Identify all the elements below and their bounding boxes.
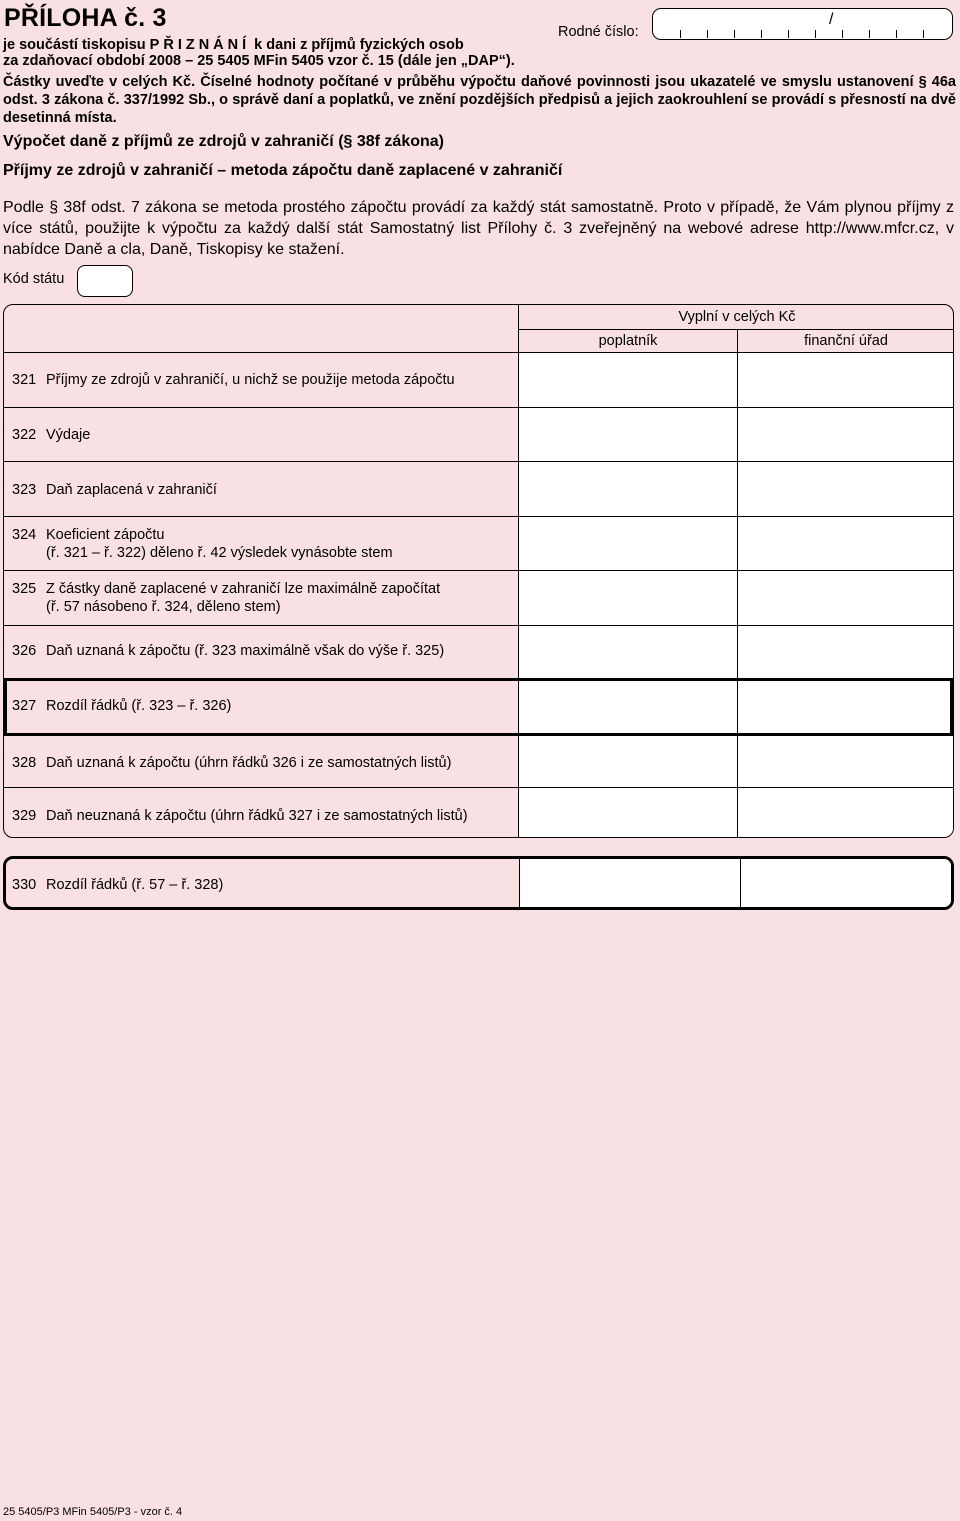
row-number: 321 bbox=[12, 372, 37, 388]
digit-separator bbox=[923, 30, 924, 38]
row-326-urad-input[interactable] bbox=[738, 626, 954, 678]
row-subtext: (ř. 57 násobeno ř. 324, děleno stem) bbox=[46, 599, 281, 615]
rodne-cislo-slash: / bbox=[829, 11, 834, 28]
row-330-box bbox=[3, 856, 954, 910]
row-number: 327 bbox=[12, 698, 37, 714]
digit-separator bbox=[788, 30, 789, 38]
form-footer-code: 25 5405/P3 MFin 5405/P3 - vzor č. 4 bbox=[3, 1506, 183, 1518]
form-subtitle-line1 bbox=[3, 37, 464, 53]
row-323-label bbox=[12, 481, 217, 499]
line1-suffix: k dani z příjmů fyzických osob bbox=[250, 37, 464, 53]
row-322-poplatnik-input[interactable] bbox=[519, 408, 737, 461]
row-text: Rozdíl řádků (ř. 57 – ř. 328) bbox=[46, 877, 224, 893]
kod-statu-field[interactable] bbox=[77, 265, 133, 297]
row-text: Daň uznaná k zápočtu (ř. 323 maximálně však do výše ř. 325) bbox=[46, 643, 445, 659]
column-divider bbox=[737, 352, 738, 838]
row-326-poplatnik-input[interactable] bbox=[519, 626, 737, 678]
col-urad-header: finanční úřad bbox=[804, 333, 888, 349]
row-number: 322 bbox=[12, 427, 37, 443]
row-325-urad-input[interactable] bbox=[738, 571, 954, 625]
row-frame-thick bbox=[4, 678, 7, 736]
instructions-paragraph: Podle § 38f odst. 7 zákona se metoda prostého zápočtu provádí za každý stát samostatně. Proto v případě, že Vám plynou příjmy z více států, použijte k výpočtu za každý další stát Samostatný list Přílohy č. 3 zveřejněný na webové adrese http://www.mfcr.cz, v nabídce Daně a cla, Daně, Tiskopisy ke stažení. bbox=[3, 199, 954, 258]
row-327-urad-input[interactable] bbox=[738, 681, 952, 733]
row-323-poplatnik-input[interactable] bbox=[519, 462, 737, 516]
row-number: 325 bbox=[12, 581, 37, 597]
row-text: Daň uznaná k zápočtu (úhrn řádků 326 i ze samostatných listů) bbox=[46, 755, 452, 771]
section-title: Výpočet daně z příjmů ze zdrojů v zahraničí (§ 38f zákona) bbox=[3, 133, 444, 150]
header-group-label: Vyplní v celých Kč bbox=[678, 309, 796, 325]
row-325-label bbox=[12, 580, 440, 616]
row-number: 324 bbox=[12, 527, 37, 543]
form-subtitle-line2: za zdaňovací období 2008 – 25 5405 MFin 5405 vzor č. 15 (dále jen „DAP“). bbox=[3, 53, 515, 69]
row-text: Rozdíl řádků (ř. 323 – ř. 326) bbox=[46, 698, 232, 714]
row-text: Výdaje bbox=[46, 427, 91, 443]
row-number: 326 bbox=[12, 643, 37, 659]
row-number: 328 bbox=[12, 755, 37, 771]
row-324-label bbox=[12, 526, 393, 562]
row-327-poplatnik-input[interactable] bbox=[519, 681, 737, 733]
row-324-poplatnik-input[interactable] bbox=[519, 517, 737, 570]
row-325-poplatnik-input[interactable] bbox=[519, 571, 737, 625]
form-title: PŘÍLOHA č. 3 bbox=[4, 4, 167, 32]
section-subtitle: Příjmy ze zdrojů v zahraničí – metoda zápočtu daně zaplacené v zahraničí bbox=[3, 162, 563, 179]
header-divider bbox=[518, 329, 954, 330]
row-328-label bbox=[12, 754, 451, 772]
row-text: Příjmy ze zdrojů v zahraničí, u nichž se použije metoda zápočtu bbox=[46, 372, 455, 388]
column-divider bbox=[518, 352, 519, 838]
column-divider bbox=[740, 859, 741, 907]
digit-separator bbox=[761, 30, 762, 38]
col-poplatnik-header: poplatník bbox=[598, 333, 658, 349]
row-330-urad-input[interactable] bbox=[741, 859, 951, 907]
digit-separator bbox=[815, 30, 816, 38]
notice-text: Částky uveďte v celých Kč. Číselné hodnoty počítané v průběhu výpočtu daňové povinnosti jsou ukazatelé ve smyslu ustanovení § 46a odst. 3 zákona č. 337/1992 Sb., o správě daní a poplatků, ve znění pozdějších předpisů a jejich zaokrouhlení se provádí s přesností na dvě desetinná místa. bbox=[3, 74, 956, 126]
row-328-poplatnik-input[interactable] bbox=[519, 736, 737, 787]
row-322-urad-input[interactable] bbox=[738, 408, 954, 461]
row-324-urad-input[interactable] bbox=[738, 517, 954, 570]
row-326-label bbox=[12, 642, 444, 660]
row-subtext: (ř. 321 – ř. 322) děleno ř. 42 výsledek vynásobte stem bbox=[46, 545, 393, 561]
row-number: 323 bbox=[12, 482, 37, 498]
rodne-cislo-label: Rodné číslo: bbox=[558, 24, 639, 40]
row-text: Daň neuznaná k zápočtu (úhrn řádků 327 i ze samostatných listů) bbox=[46, 808, 468, 824]
row-330-poplatnik-input[interactable] bbox=[520, 859, 740, 907]
row-329-urad-input[interactable] bbox=[738, 788, 954, 838]
line1-spaced: PŘIZNÁNÍ bbox=[149, 37, 251, 53]
row-number: 329 bbox=[12, 808, 37, 824]
row-327-label bbox=[12, 697, 231, 715]
row-frame-thick bbox=[950, 678, 953, 736]
digit-separator bbox=[869, 30, 870, 38]
line1-prefix: je součástí tiskopisu bbox=[3, 37, 150, 53]
rodne-cislo-field[interactable] bbox=[652, 8, 953, 40]
row-329-label bbox=[12, 807, 468, 825]
digit-separator bbox=[842, 30, 843, 38]
row-322-label bbox=[12, 426, 90, 444]
digit-separator bbox=[680, 30, 681, 38]
row-text: Z částky daně zaplacené v zahraničí lze maximálně započítat bbox=[46, 581, 441, 597]
row-text: Koeficient zápočtu bbox=[46, 527, 165, 543]
row-321-urad-input[interactable] bbox=[738, 353, 954, 407]
row-330-label bbox=[12, 876, 223, 894]
row-321-label bbox=[12, 371, 455, 389]
calculation-table bbox=[3, 304, 954, 838]
row-323-urad-input[interactable] bbox=[738, 462, 954, 516]
row-328-urad-input[interactable] bbox=[738, 736, 954, 787]
row-329-poplatnik-input[interactable] bbox=[519, 788, 737, 838]
row-321-poplatnik-input[interactable] bbox=[519, 353, 737, 407]
row-text: Daň zaplacená v zahraničí bbox=[46, 482, 217, 498]
digit-separator bbox=[734, 30, 735, 38]
digit-separator bbox=[896, 30, 897, 38]
kod-statu-label: Kód státu bbox=[3, 271, 65, 287]
row-number: 330 bbox=[12, 877, 37, 893]
digit-separator bbox=[707, 30, 708, 38]
column-divider bbox=[519, 859, 520, 907]
